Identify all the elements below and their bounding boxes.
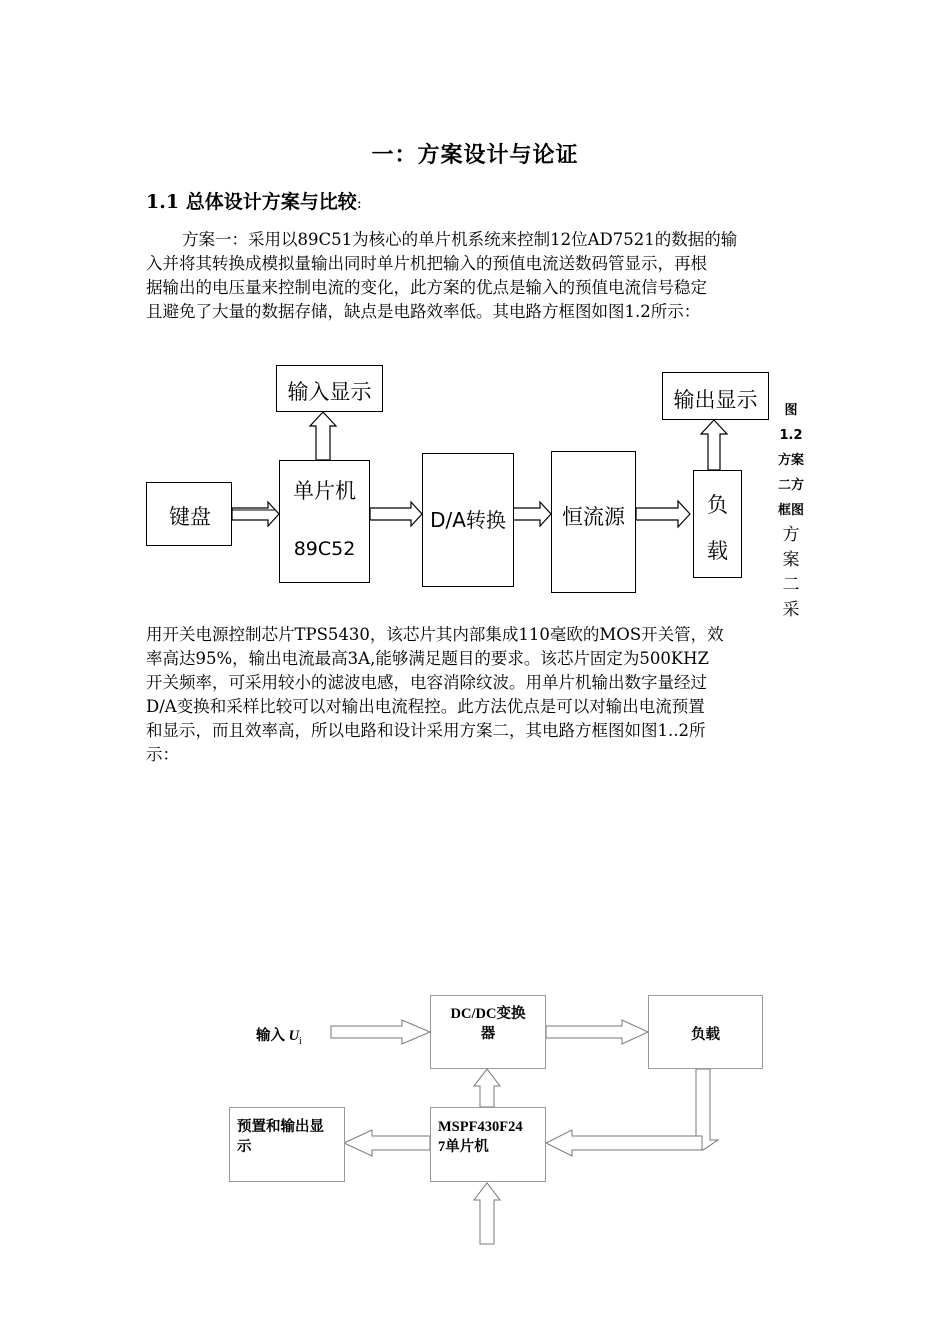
load-label-line1: 负 xyxy=(707,493,728,517)
mcu-label: 单片机 xyxy=(293,479,356,503)
section-title: 一：方案设计与论证 xyxy=(371,142,579,168)
paragraph-line: 率高达95%，输出电流最高3A,能够满足题目的要求。该芯片固定为500KHZ xyxy=(146,649,710,668)
paragraph-line: 入并将其转换成模拟量输出同时单片机把输入的预值电流送数码管显示，再根 xyxy=(146,254,707,273)
paragraph-line: 开关频率，可采用较小的滤波电感，电容消除纹波。用单片机输出数字量经过 xyxy=(146,673,707,692)
mcu-model-label: 89C52 xyxy=(293,538,356,560)
load-box-2 xyxy=(648,995,763,1069)
dcdc-converter-label: DC/DC变换 器 xyxy=(450,1006,526,1042)
msp430-mcu-box xyxy=(430,1107,546,1182)
preset-display-box xyxy=(229,1107,345,1182)
msp430-mcu-label: MSPF430F24 7单片机 xyxy=(438,1119,523,1155)
input-voltage-label: 输入 $U_i$ xyxy=(256,1028,302,1047)
paragraph-line: 和显示，而且效率高，所以电路和设计采用方案二，其电路方框图如图1..2所 xyxy=(146,721,706,740)
arrow-mcu-to-dcdc xyxy=(474,1069,500,1107)
arrow-input-to-dcdc xyxy=(331,1020,430,1044)
paragraph-vertical-start: 方 案 二 采 xyxy=(782,525,800,620)
paragraph-line: D/A变换和采样比较可以对输出电流程控。此方法优点是可以对输出电流预置 xyxy=(146,697,705,716)
subsection-title: 1.1 总体设计方案与比较: xyxy=(146,191,362,213)
input-display-label: 输入显示 xyxy=(287,380,372,404)
paragraph-line: 据输出的电压量来控制电流的变化，此方案的优点是输入的预值电流信号稳定 xyxy=(146,278,707,297)
current-source-label: 恒流源 xyxy=(562,505,625,529)
output-display-label: 输出显示 xyxy=(673,388,758,412)
arrow-mcu-to-display xyxy=(344,1130,430,1156)
preset-display-label: 预置和输出显 示 xyxy=(237,1119,324,1155)
paragraph-line: 示： xyxy=(146,745,179,764)
paragraph-line: 用开关电源控制芯片TPS5430，该芯片其内部集成110毫欧的MOS开关管，效 xyxy=(146,625,724,644)
paragraph-line: 方案一：采用以89C51为核心的单片机系统来控制12位AD7521的数据的输 xyxy=(182,230,738,249)
paragraph-line: 且避免了大量的数据存储，缺点是电路效率低。其电路方框图如图1.2所示： xyxy=(146,302,701,321)
dcdc-converter-box xyxy=(430,995,546,1069)
load-label-line2: 载 xyxy=(707,539,728,563)
figure-caption-vertical: 图 1.2 方案 二方 框图 xyxy=(777,403,804,518)
arrow-feedback-to-mcu xyxy=(546,1130,702,1156)
keyboard-label: 键盘 xyxy=(169,505,211,529)
load-label-2: 负载 xyxy=(691,1027,720,1043)
arrow-dcdc-to-load xyxy=(546,1020,648,1044)
da-converter-label: D/A转换 xyxy=(430,508,506,532)
arrow-bottom-to-mcu xyxy=(474,1183,500,1244)
